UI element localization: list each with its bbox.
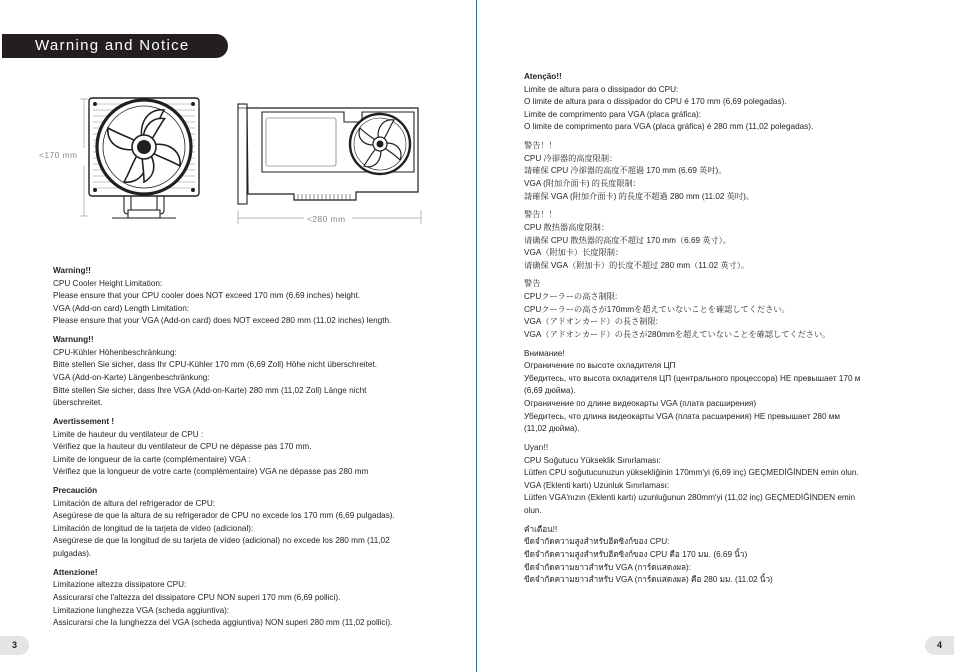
text-line: Limite de hauteur du ventilateur de CPU :	[53, 429, 204, 439]
text-line: Внимание!	[524, 348, 565, 358]
section-tr	[524, 442, 914, 518]
text-line: CPU 散热器高度限制：	[524, 222, 610, 232]
text-line: CPU 冷卻器的高度限制：	[524, 153, 618, 163]
section-title: Atenção!!	[524, 72, 562, 81]
section-es	[53, 485, 453, 561]
text-line: Assicurarsi che la lunghezza del VGA (scheda aggiuntiva) NON superi 280 mm (11,02 pollici).	[53, 618, 393, 628]
section-ru	[524, 348, 914, 436]
text-line: Lütfen CPU soğutucunuzun yüksekliğinin 170mm'yi (6,69 inç) GEÇMEDİĞİNDEN emin olun.	[524, 468, 859, 478]
text-line: Limite de longueur de la carte (complémentaire) VGA :	[53, 454, 251, 464]
section-zh-cn	[524, 209, 914, 272]
section-th	[524, 524, 914, 587]
text-line: Ограничение по длине видеокарты VGA (плата расширения)	[524, 399, 757, 408]
section-banner: Warning and Notice	[2, 34, 228, 58]
text-line: Limite de altura para o dissipador do CPU:	[524, 84, 679, 94]
text-line: คำเตือน!!	[524, 524, 558, 534]
text-line: Vérifiez que la hauteur du ventilateur de CPU ne dépasse pas 170 mm.	[53, 442, 312, 452]
text-line: 警告！！	[524, 141, 557, 151]
text-line: VGA（アドオンカード）の長さが280mmを超えていないことを確認してください。	[524, 329, 831, 339]
text-line: Limite de comprimento para VGA (placa gráfica):	[524, 109, 702, 119]
text-line: Limitazione altezza dissipatore CPU:	[53, 580, 187, 590]
text-line: VGA (Eklenti kartı) Uzunluk Sınırlaması:	[524, 480, 670, 490]
section-zh-tw	[524, 140, 914, 203]
text-line: Lütfen VGA'nızın (Eklenti kartı) uzunluğunun 280mm'yi (11,02 inç) GEÇMEDİĞİNDEN emin	[524, 493, 856, 503]
text-line: CPU Cooler Height Limitation:	[53, 278, 163, 288]
section-title: Avertissement !	[53, 416, 115, 426]
section-pt	[524, 71, 914, 134]
section-ja	[524, 278, 914, 341]
warning-text-column-left	[53, 265, 453, 630]
text-line: olun.	[524, 505, 542, 515]
page-number-left: 3	[0, 636, 29, 655]
text-line: CPU Soğutucu Yükseklik Sınırlaması:	[524, 455, 661, 465]
text-line: Uyarı!!	[524, 442, 549, 452]
section-it	[53, 567, 453, 630]
section-title: Precaución	[53, 486, 98, 496]
text-line: Asegúrese de que la altura de su refrigerador de CPU no excede los 170 mm (6,69 pulgadas).	[53, 511, 395, 521]
text-line: (11,02 дюйма).	[524, 424, 580, 434]
section-en	[53, 265, 453, 328]
text-line: Bitte stellen Sie sicher, dass Ihr CPU-Kühler 170 mm (6,69 Zoll) Höhe nicht überschreitet.	[53, 360, 378, 370]
page-left	[0, 0, 476, 672]
vga-length-label: <280 mm	[307, 214, 346, 224]
text-line: O limite de comprimento para VGA (placa gráfica) é 280 mm (11,02 polegadas).	[524, 122, 814, 132]
text-line: 请确保 VGA（附加卡）的长度不超过 280 mm（11.02 英寸）。	[524, 260, 750, 270]
vga-card-figure	[234, 98, 426, 226]
section-fr	[53, 416, 453, 479]
section-title: Warning!!	[53, 266, 91, 275]
text-line: Убедитесь, что высота охладителя ЦП (центрального процессора) НЕ превышает 170 м	[524, 373, 861, 383]
text-line: VGA (Add-on-Karte) Längenbeschränkung:	[53, 372, 210, 382]
cooler-height-label: <170 mm	[39, 150, 78, 160]
text-line: CPUクーラーの高さが170mmを超えていないことを確認してください。	[524, 304, 790, 314]
text-line: überschreitet.	[53, 398, 103, 408]
text-line: Vérifiez que la longueur de votre carte (complémentaire) VGA ne dépasse pas 280 mm	[53, 467, 369, 477]
text-line: CPU-Kühler Höhenbeschränkung:	[53, 347, 177, 357]
text-line: Limitazione lunghezza VGA (scheda aggiuntiva):	[53, 605, 230, 615]
text-line: pulgadas).	[53, 549, 92, 559]
text-line: VGA（附加卡）长度限制：	[524, 248, 624, 258]
text-line: 警告！！	[524, 210, 557, 220]
text-line: 請確保 CPU 冷卻器的高度不超過 170 mm (6.69 英吋)。	[524, 166, 727, 176]
warning-text-column-right	[524, 71, 914, 587]
text-line: ขีดจำกัดความสูงสำหรับฮีตซิงก์ของ CPU คือ 170 มม. (6.69 นิ้ว)	[524, 549, 748, 559]
text-line: (6,69 дюйма).	[524, 386, 576, 396]
text-line: CPUクーラーの高さ制限:	[524, 292, 618, 302]
text-line: Bitte stellen Sie sicher, dass Ihre VGA (Add-on-Karte) 280 mm (11,02 Zoll) Länge nicht	[53, 385, 367, 395]
text-line: ขีดจำกัดความยาวสำหรับ VGA (การ์ดแสดงผล) คือ 280 มม. (11.02 นิ้ว)	[524, 575, 773, 585]
text-line: Убедитесь, что длина видеокарты VGA (плата расширения) НЕ превышает 280 мм	[524, 411, 841, 421]
text-line: 警告	[524, 279, 541, 289]
section-title: Warnung!!	[53, 335, 94, 345]
text-line: VGA (Add-on card) Length Limitation:	[53, 303, 190, 313]
text-line: Limitación de altura del refrigerador de CPU:	[53, 498, 216, 508]
text-line: Asegúrese de que la longitud de su tarjeta de vídeo (adicional) no excede los 280 mm (11,02	[53, 536, 390, 546]
page-number-right: 4	[925, 636, 954, 655]
text-line: Please ensure that your VGA (Add-on card) does NOT exceed 280 mm (11.02 inches) length.	[53, 316, 392, 326]
text-line: VGA (附加介面卡) 的長度限制：	[524, 178, 641, 188]
text-line: 请确保 CPU 散热器的高度不超过 170 mm（6.69 英寸）。	[524, 235, 731, 245]
text-line: Limitación de longitud de la tarjeta de vídeo (adicional):	[53, 523, 254, 533]
text-line: 請確保 VGA (附加介面卡) 的長度不超過 280 mm (11.02 英吋)。	[524, 191, 755, 201]
text-line: Ограничение по высоте охладителя ЦП	[524, 361, 676, 371]
text-line: Please ensure that your CPU cooler does NOT exceed 170 mm (6.69 inches) height.	[53, 291, 361, 301]
text-line: Assicurarsi che l'altezza del dissipatore CPU NON superi 170 mm (6,69 pollici).	[53, 593, 341, 602]
text-line: ขีดจำกัดความสูงสำหรับฮีตซิงก์ของ CPU:	[524, 537, 670, 547]
section-title: Attenzione!	[53, 567, 98, 577]
text-line: O limite de altura para o dissipador do CPU é 170 mm (6,69 polegadas).	[524, 97, 787, 107]
section-de	[53, 334, 453, 410]
text-line: VGA（アドオンカード）の長さ制限:	[524, 317, 658, 327]
text-line: ขีดจำกัดความยาวสำหรับ VGA (การ์ดแสดงผล):	[524, 562, 692, 572]
